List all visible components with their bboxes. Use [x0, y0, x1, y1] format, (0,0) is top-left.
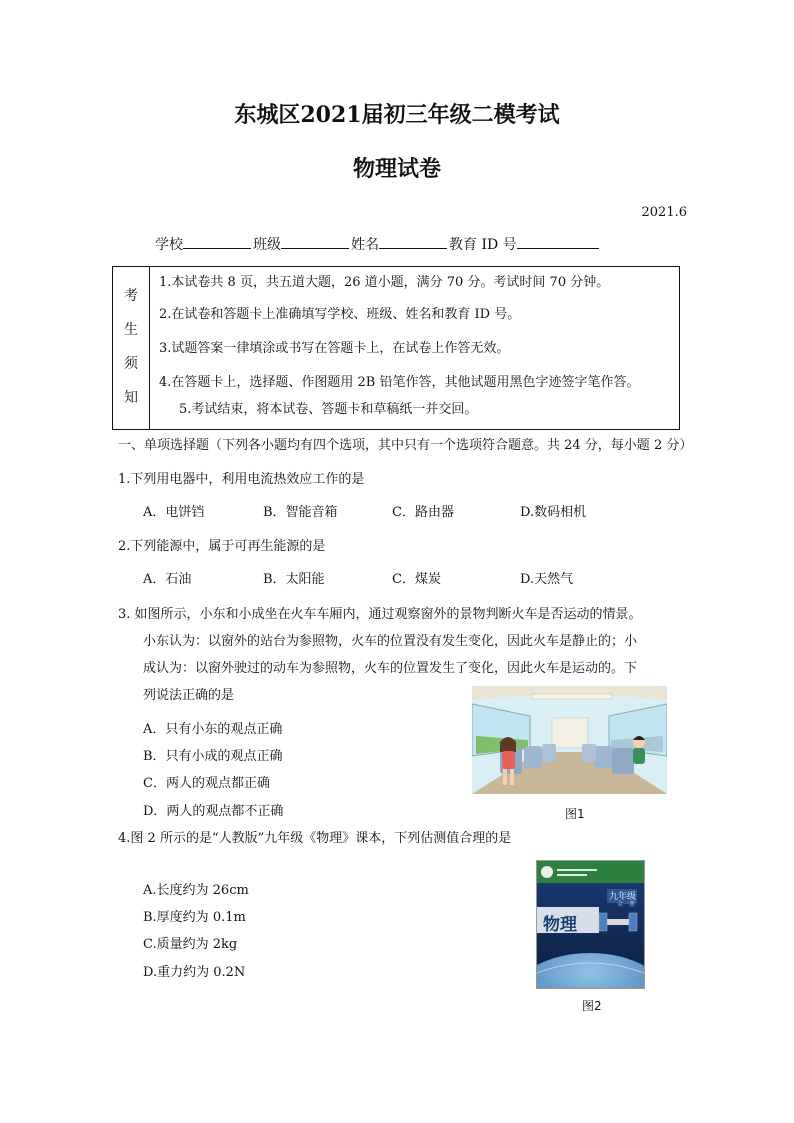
id-blank[interactable] [517, 234, 599, 249]
question-3-line: 3. 如图所示，小东和小成坐在火车车厢内，通过观察窗外的景物判断火车是否运动的情景。 [118, 607, 642, 622]
figure-2-caption: 图2 [582, 999, 602, 1013]
name-label: 姓名 [351, 237, 379, 253]
notice-item: 3.试题答案一律填涂或书写在答题卡上，在试卷上作答无效。 [159, 341, 510, 356]
q3-option-a[interactable]: A．只有小东的观点正确 [143, 722, 283, 737]
exam-notice-box [112, 266, 680, 430]
q4-option-b[interactable]: B.厚度约为 0.1m [143, 910, 246, 925]
question-3-line: 小东认为：以窗外的站台为参照物，火车的位置没有发生变化，因此火车是静止的；小 [143, 634, 638, 649]
school-label: 学校 [155, 237, 183, 253]
q3-option-c[interactable]: C．两人的观点都正确 [143, 776, 270, 791]
exam-subtitle: 物理试卷 [352, 156, 441, 182]
question-3-line: 列说法正确的是 [143, 688, 235, 703]
class-label: 班级 [253, 237, 281, 253]
question-3-line: 成认为：以窗外驶过的动车为参照物，火车的位置发生了变化，因此火车是运动的。下 [143, 661, 638, 676]
exam-date: 2021.6 [641, 205, 687, 220]
notice-item: 2.在试卷和答题卡上准确填写学校、班级、姓名和教育 ID 号。 [159, 307, 521, 322]
question-2-stem: 2.下列能源中，属于可再生能源的是 [118, 539, 326, 554]
q1-option-a[interactable]: A．电饼铛 [143, 505, 205, 520]
q2-option-b[interactable]: B．太阳能 [263, 572, 325, 587]
question-4-stem: 4.图 2 所示的是“人教版”九年级《物理》课本，下列估测值合理的是 [118, 831, 512, 846]
id-label: 教育 ID 号 [449, 237, 517, 253]
q4-option-c[interactable]: C.质量约为 2kg [143, 937, 238, 952]
notice-side-char: 考 [124, 288, 138, 304]
train-interior-illustration [472, 686, 667, 794]
q4-option-d[interactable]: D.重力约为 0.2N [143, 965, 246, 980]
q2-option-a[interactable]: A．石油 [143, 572, 192, 587]
q3-option-b[interactable]: B．只有小成的观点正确 [143, 749, 283, 764]
q4-option-a[interactable]: A.长度约为 26cm [143, 883, 249, 898]
physics-textbook-cover [536, 860, 645, 989]
student-info-line [155, 234, 601, 254]
figure-1-caption: 图1 [565, 807, 585, 821]
notice-side-char: 知 [124, 390, 138, 406]
q3-option-d[interactable]: D．两人的观点都不正确 [143, 804, 284, 819]
notice-item: 1.本试卷共 8 页，共五道大题，26 道小题，满分 70 分。考试时间 70 分钟。 [159, 275, 610, 290]
section-heading: 一、单项选择题（下列各小题均有四个选项，其中只有一个选项符合题意。共 24 分，每小题 2 分） [118, 438, 693, 453]
notice-side-char: 生 [124, 322, 138, 338]
notice-side-char: 须 [124, 356, 138, 372]
q2-option-c[interactable]: C．煤炭 [392, 572, 441, 587]
school-blank[interactable] [183, 234, 251, 249]
name-blank[interactable] [379, 234, 447, 249]
class-blank[interactable] [281, 234, 349, 249]
textbook-title: 物理 [543, 915, 577, 935]
question-1-stem: 1.下列用电器中，利用电流热效应工作的是 [118, 472, 365, 487]
q1-option-b[interactable]: B．智能音箱 [263, 505, 338, 520]
notice-side-label [113, 267, 150, 429]
exam-title: 东城区2021届初三年级二模考试 [234, 102, 560, 128]
q1-option-d[interactable]: D.数码相机 [520, 505, 587, 520]
q1-option-c[interactable]: C．路由器 [392, 505, 454, 520]
notice-item: 4.在答题卡上，选择题、作图题用 2B 铅笔作答，其他试题用黑色字迹签字笔作答。 [159, 375, 640, 390]
q2-option-d[interactable]: D.天然气 [520, 572, 574, 587]
textbook-grade: 九年级 [609, 892, 637, 902]
textbook-volume: 全一册 [617, 901, 636, 908]
notice-item: 5.考试结束，将本试卷、答题卡和草稿纸一并交回。 [179, 402, 478, 417]
